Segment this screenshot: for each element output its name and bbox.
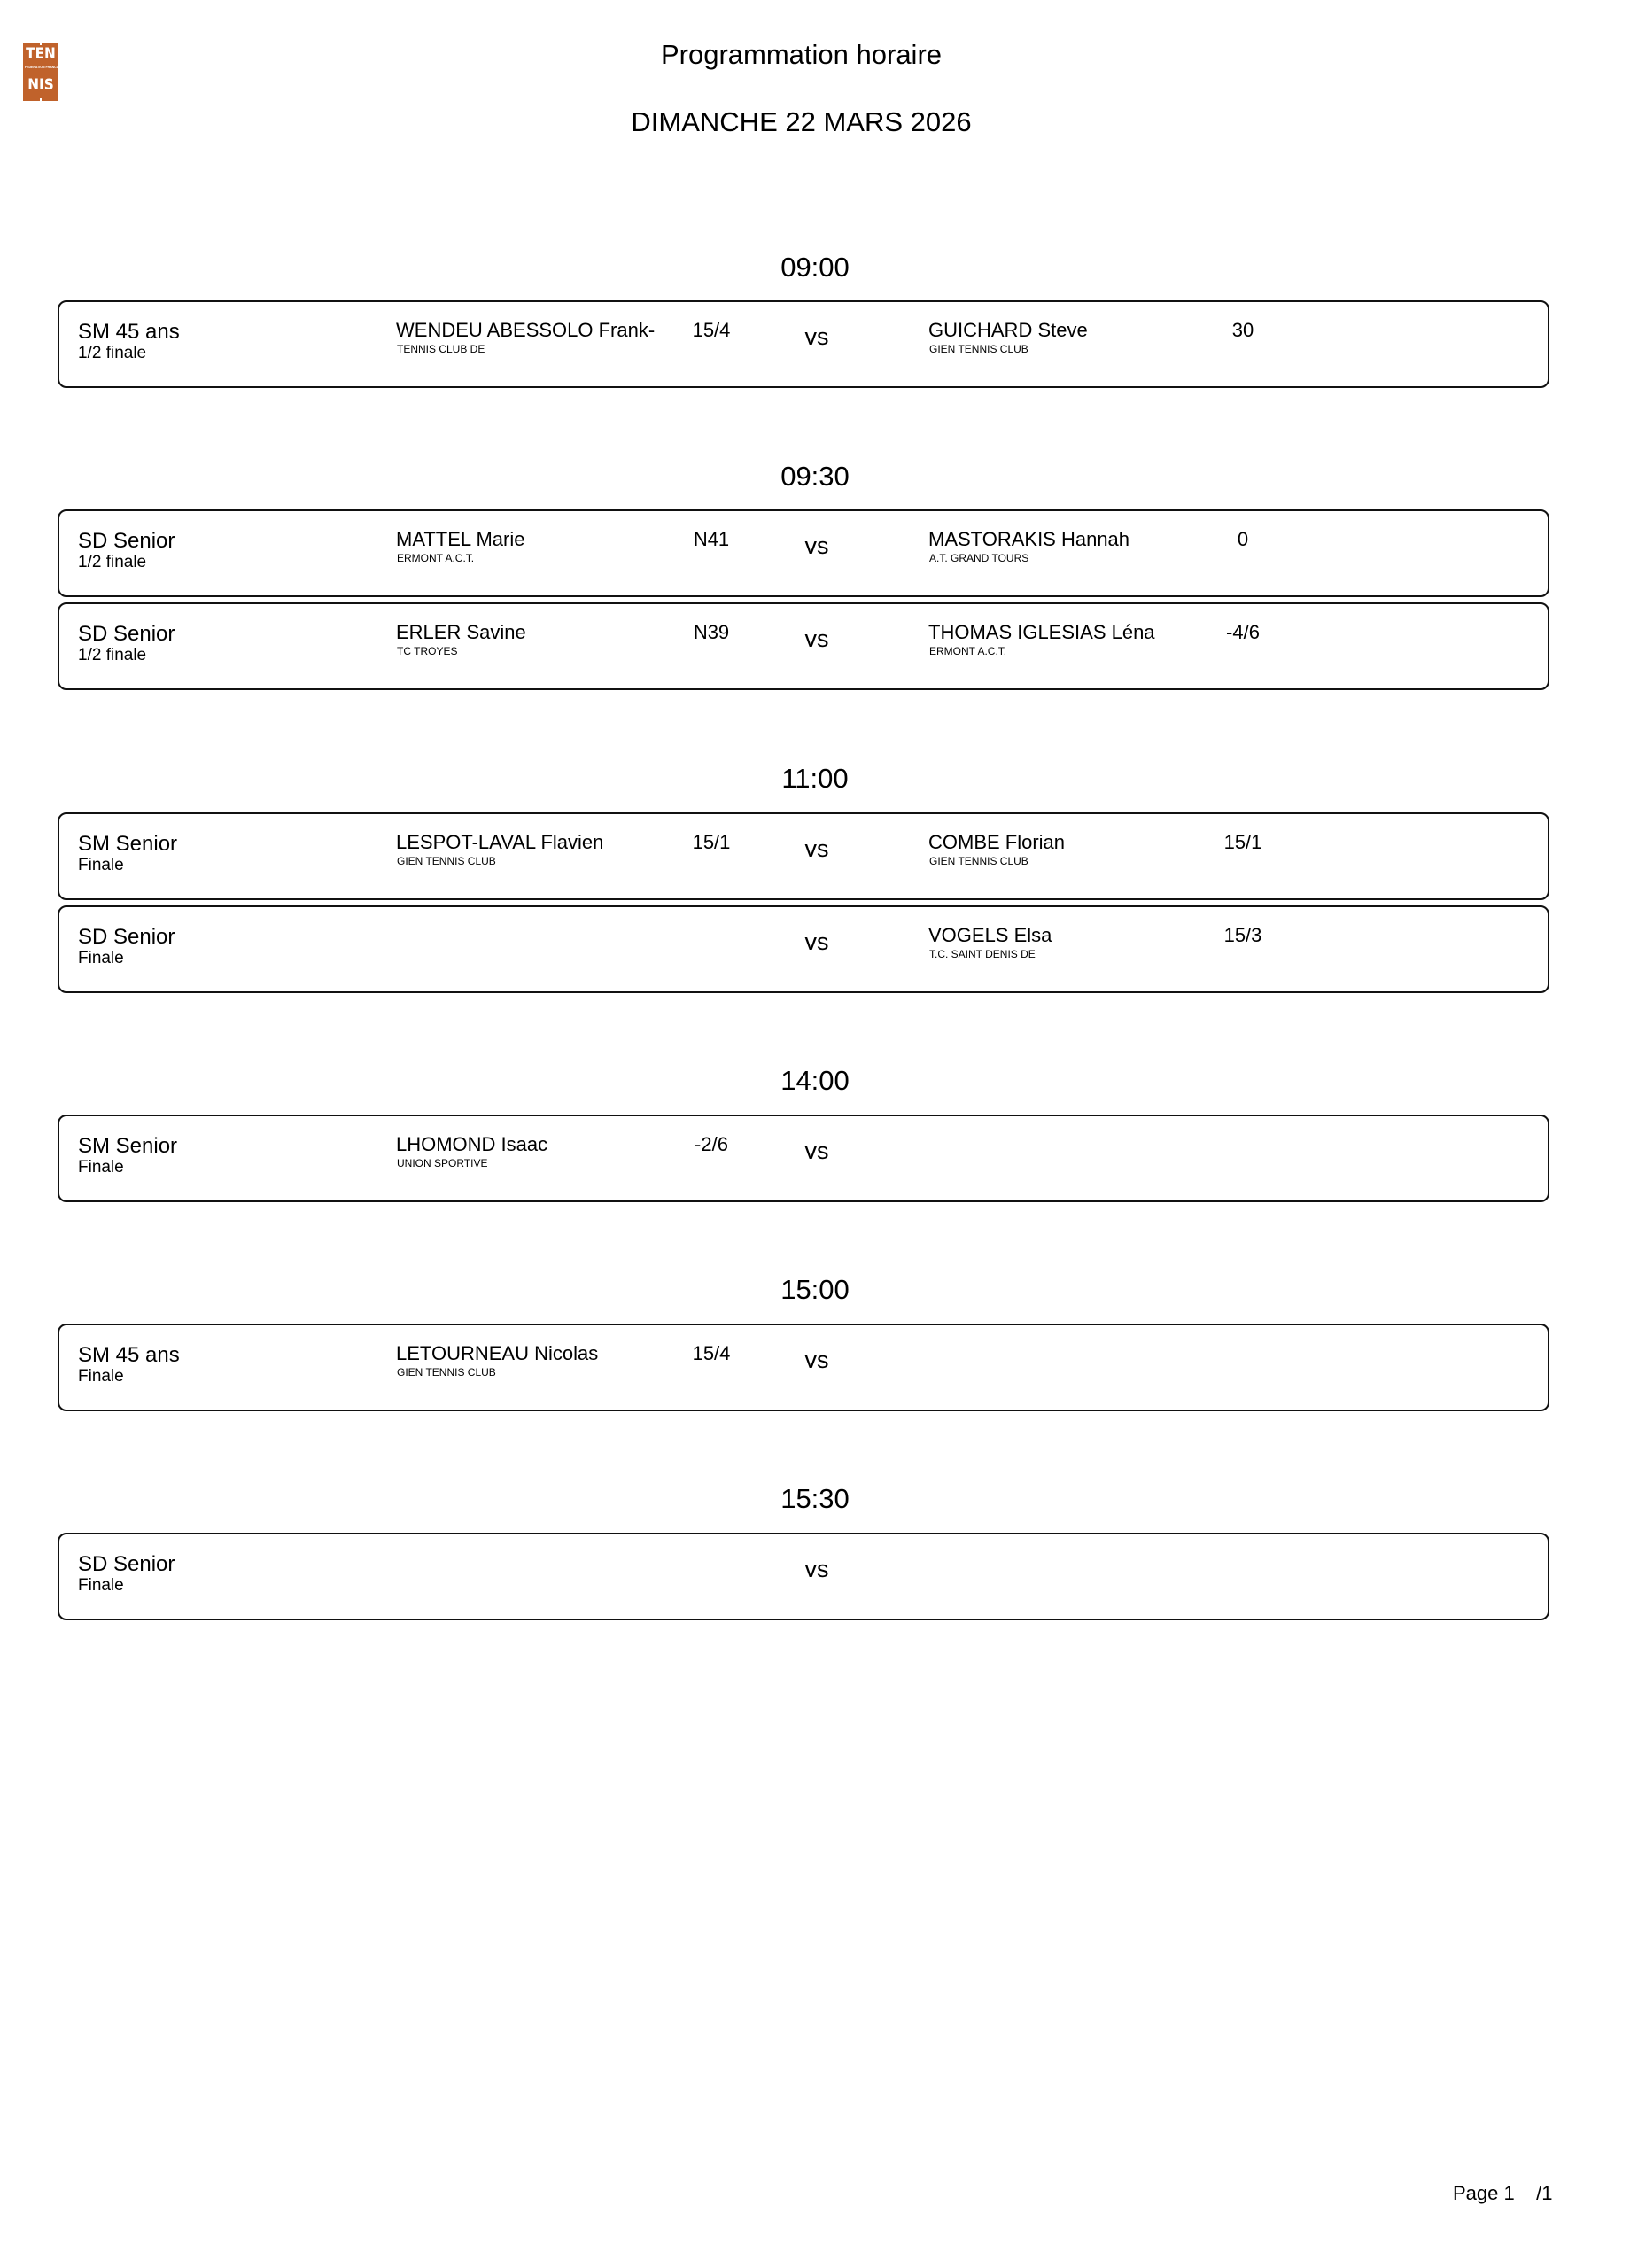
match-category: SM 45 ans <box>78 1343 180 1367</box>
match-category: SM Senior <box>78 1134 178 1158</box>
match-category: SM Senior <box>78 832 178 856</box>
vs-label: vs <box>804 1347 829 1373</box>
logo-notch-bottom <box>40 98 42 101</box>
player2-club: T.C. SAINT DENIS DE <box>929 948 1036 960</box>
player2-name: GUICHARD Steve <box>928 319 1088 341</box>
time-slot-header: 09:30 <box>780 461 850 492</box>
player1-ranking: N39 <box>693 621 730 643</box>
match-round: Finale <box>78 1158 124 1177</box>
match-category: SD Senior <box>78 622 175 646</box>
time-slot-header: 09:00 <box>780 252 850 283</box>
player1-ranking: 15/4 <box>692 1342 731 1364</box>
time-slot-header: 11:00 <box>781 763 849 794</box>
logo-text-middle: FEDERATION FRANCAISE <box>25 66 64 69</box>
match-round: Finale <box>78 949 124 967</box>
player1-name: MATTEL Marie <box>396 528 525 550</box>
player2-name: VOGELS Elsa <box>928 924 1052 946</box>
player2-ranking: 15/3 <box>1223 924 1262 946</box>
match-round: 1/2 finale <box>78 553 147 571</box>
player1-ranking: N41 <box>693 528 730 550</box>
player1-ranking: 15/1 <box>692 831 731 853</box>
player2-club: GIEN TENNIS CLUB <box>929 343 1028 355</box>
player1-name: WENDEU ABESSOLO Frank- <box>396 319 656 341</box>
match-round: 1/2 finale <box>78 344 147 362</box>
match-card <box>58 300 1549 388</box>
match-card <box>58 1115 1549 1202</box>
match-round: Finale <box>78 856 124 874</box>
player1-club: ERMONT A.C.T. <box>397 552 475 564</box>
player2-club: A.T. GRAND TOURS <box>929 552 1029 564</box>
match-round: Finale <box>78 1367 124 1386</box>
page-number: Page 1 /1 <box>1453 2182 1553 2204</box>
time-slot-header: 15:30 <box>780 1483 850 1514</box>
match-round: Finale <box>78 1576 124 1595</box>
player1-club: UNION SPORTIVE <box>397 1157 488 1169</box>
player2-ranking: -4/6 <box>1226 621 1260 643</box>
match-category: SD Senior <box>78 529 175 553</box>
player2-club: ERMONT A.C.T. <box>929 645 1007 657</box>
match-card <box>58 1533 1549 1620</box>
player1-club: GIEN TENNIS CLUB <box>397 1366 496 1379</box>
player1-club: GIEN TENNIS CLUB <box>397 855 496 867</box>
page-date: DIMANCHE 22 MARS 2026 <box>631 106 972 137</box>
match-category: SD Senior <box>78 925 175 949</box>
player2-ranking: 30 <box>1231 319 1254 341</box>
player1-name: LETOURNEAU Nicolas <box>396 1342 599 1364</box>
match-category: SD Senior <box>78 1552 175 1576</box>
match-round: 1/2 finale <box>78 646 147 664</box>
player2-ranking: 0 <box>1237 528 1249 550</box>
match-category: SM 45 ans <box>78 320 180 344</box>
time-slot-header: 15:00 <box>780 1274 850 1305</box>
vs-label: vs <box>804 323 829 350</box>
page-title: Programmation horaire <box>660 39 943 70</box>
logo-text-top: TEN <box>26 45 56 63</box>
vs-label: vs <box>804 625 829 652</box>
time-slot-header: 14:00 <box>780 1065 850 1096</box>
vs-label: vs <box>804 532 829 559</box>
vs-label: vs <box>804 928 829 955</box>
player1-name: LESPOT-LAVAL Flavien <box>396 831 604 853</box>
player1-club: TC TROYES <box>397 645 458 657</box>
logo-text-bottom: NIS <box>27 76 54 94</box>
match-card <box>58 905 1549 993</box>
player1-ranking: -2/6 <box>695 1133 728 1155</box>
player1-name: LHOMOND Isaac <box>396 1133 548 1155</box>
vs-label: vs <box>804 835 829 862</box>
player2-ranking: 15/1 <box>1223 831 1262 853</box>
player2-name: COMBE Florian <box>928 831 1066 853</box>
player2-name: THOMAS IGLESIAS Léna <box>928 621 1155 643</box>
player2-name: MASTORAKIS Hannah <box>928 528 1130 550</box>
match-card <box>58 812 1549 900</box>
player2-club: GIEN TENNIS CLUB <box>929 855 1028 867</box>
player1-ranking: 15/4 <box>692 319 731 341</box>
player1-name: ERLER Savine <box>396 621 526 643</box>
match-card <box>58 1324 1549 1411</box>
player1-club: TENNIS CLUB DE <box>397 343 485 355</box>
vs-label: vs <box>804 1556 829 1582</box>
match-card <box>58 602 1549 690</box>
vs-label: vs <box>804 1138 829 1164</box>
match-card <box>58 509 1549 597</box>
